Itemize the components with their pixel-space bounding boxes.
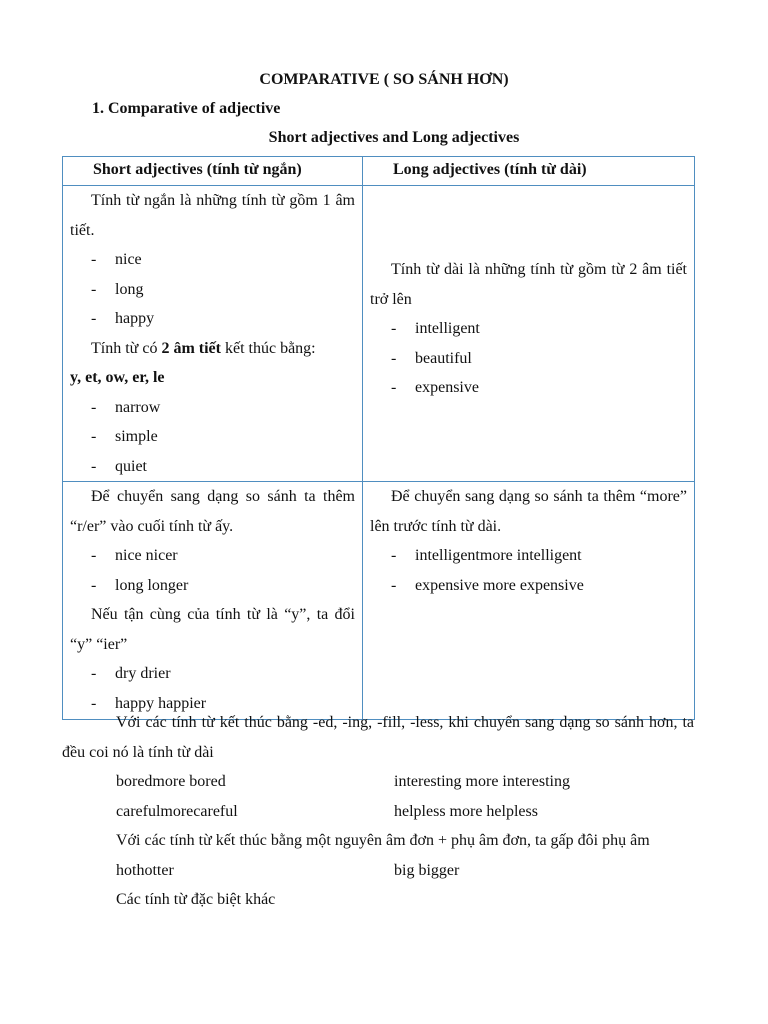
example-left: boredmore bored <box>116 773 226 790</box>
list-item: - happy <box>91 310 155 327</box>
list-item: - intelligent <box>391 320 480 337</box>
note-double-consonant: Với các tính từ kết thúc bằng một nguyên âm đơn + phụ âm đơn, ta gấp đôi phụ âm <box>116 832 650 849</box>
cell-long-definition <box>363 186 695 482</box>
list-item: - narrow <box>91 398 161 416</box>
header-short: Short adjectives (tính từ ngắn) <box>63 157 363 186</box>
example-row <box>62 797 694 827</box>
list-item: - expensive <box>391 379 479 396</box>
cell-short-definition <box>63 186 363 482</box>
two-syllable-endings: y, et, ow, er, le <box>70 369 165 386</box>
note-ed-ing: Với các tính từ kết thúc bằng -ed, -ing, -fill, -less, khi chuyển sang dạng so sánh hơn, ta đều coi nó là tính từ dài <box>62 714 694 761</box>
short-definition-text: Tính từ ngắn là những tính từ gồm 1 âm tiết. <box>70 192 355 239</box>
example-row <box>62 767 694 797</box>
list-item: - quiet <box>91 457 147 475</box>
two-syllable-rule: Tính từ có 2 âm tiết kết thúc bằng: <box>91 339 316 357</box>
list-item: - beautiful <box>391 349 472 367</box>
list-item: - long <box>91 280 144 298</box>
list-item: - long longer <box>91 576 189 594</box>
y-rule-text: Nếu tận cùng của tính từ là “y”, ta đổi “y” “ier” <box>70 606 355 653</box>
comparison-table <box>62 156 695 720</box>
notes-section <box>62 708 694 915</box>
example-left: carefulmorecareful <box>116 802 238 820</box>
example-right: big bigger <box>394 861 460 879</box>
short-rule-text: Để chuyển sang dạng so sánh ta thêm “r/er” vào cuối tính từ ấy. <box>70 488 355 535</box>
list-item: - simple <box>91 428 158 445</box>
cell-long-rule <box>363 482 695 720</box>
note-special: Các tính từ đặc biệt khác <box>116 891 276 908</box>
example-row <box>62 856 694 886</box>
list-item: - expensive more expensive <box>391 576 584 594</box>
example-right: helpless more helpless <box>394 802 538 820</box>
example-left: hothotter <box>116 861 174 879</box>
list-item: - happy happier <box>91 694 207 712</box>
long-rule-text: Để chuyển sang dạng so sánh ta thêm “more” lên trước tính từ dài. <box>370 488 687 535</box>
header-long: Long adjectives (tính từ dài) <box>363 157 695 186</box>
list-item: - nice <box>91 251 142 268</box>
section-heading: 1. Comparative of adjective <box>92 100 281 117</box>
long-definition-text: Tính từ dài là những tính từ gồm từ 2 âm tiết trở lên <box>370 261 687 308</box>
list-item: - nice nicer <box>91 547 178 564</box>
document-title: COMPARATIVE ( SO SÁNH HƠN) <box>259 71 509 88</box>
example-right: interesting more interesting <box>394 773 570 790</box>
table-title: Short adjectives and Long adjectives <box>268 129 520 146</box>
list-item: - intelligentmore intelligent <box>391 547 582 564</box>
list-item: - dry drier <box>91 665 171 682</box>
cell-short-rule <box>63 482 363 720</box>
